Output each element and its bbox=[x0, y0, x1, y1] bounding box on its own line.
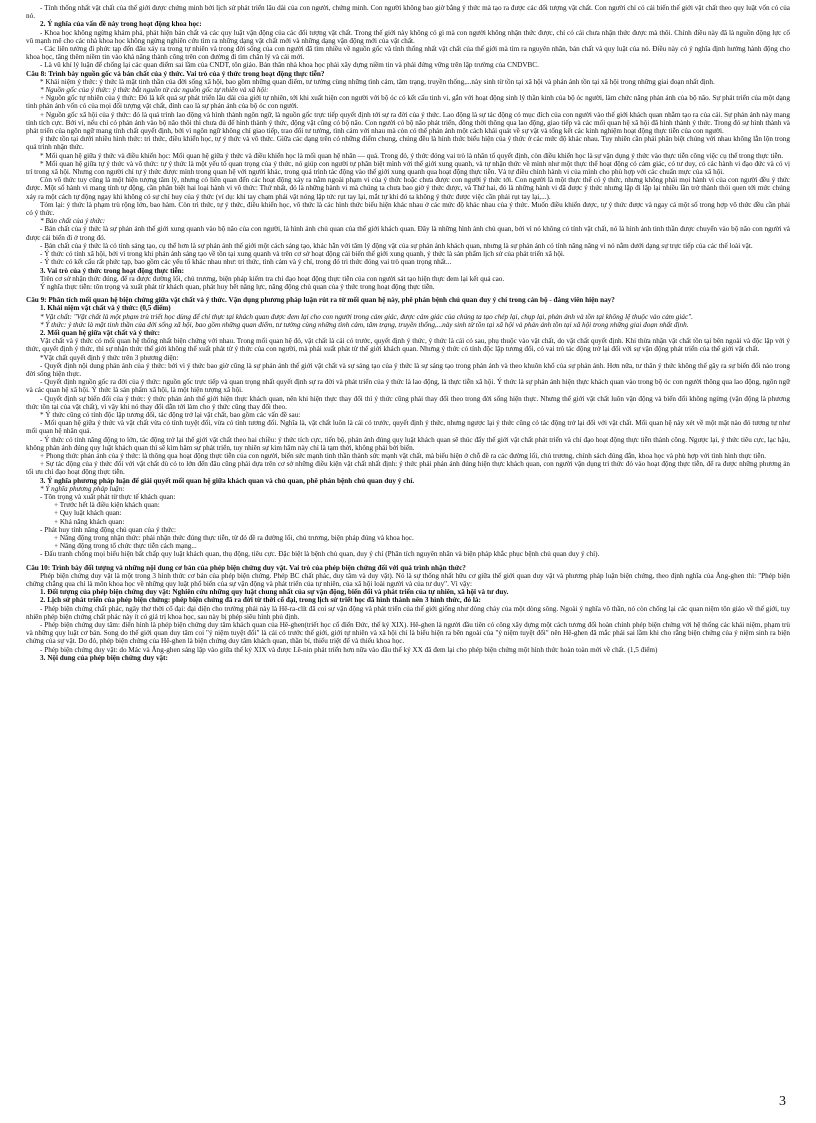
paragraph: + Trước hết là điều kiện khách quan: bbox=[54, 501, 160, 510]
paragraph: 2. Lịch sử phát triển của phép biện chứng: phép biện chứng đã ra đời từ thời cổ đại, trong lịch sử triết học đã hình thành nên 3 hình thức, đó là: bbox=[40, 596, 481, 605]
paragraph: 3. Vai trò của ý thức trong hoạt động thực tiễn: bbox=[40, 266, 185, 275]
paragraph: ý thức tồn tại dưới nhiều hình thức: tri thức, điều khiển học, tự ý thức và vô thức. Giữa các dạng trên có những điểm chung, chúng đều là hình thức biểu hiện của ý thức ở các mức độ khác nhau. Tuy nhiên cần phải phân biệt chúng với nhau không lẫn lộn trong quá trình nhận thức. bbox=[26, 135, 790, 152]
paragraph: + Quy luật khách quan: bbox=[54, 509, 122, 518]
paragraph: Phép biện chứng duy vật là một trong 3 hình thức cơ bản của phép biện chứng. Phép BC chất phác, duy tâm và duy vật). Nó là sự thống nhất hữu cơ giữa thế giới quan duy vật và phương pháp luận biện chứng, theo định nghĩa của Ăng-ghen thì: "Phép biện chứng chẳng qua chỉ là môn khoa học về những quy luật phổ biến của sự vận động và phát triển của tự nhiên, của xã hội loài người và của tư duy". Vì vậy: bbox=[26, 571, 790, 589]
paragraph: - Ý thức có tính xã hội, bởi vì trong khi phản ánh sáng tạo về tồn tại xung quanh và trên cơ sở hoạt động cải biến thế giới xung quanh, ý thức là sản phẩm lịch sử của phát triển xã hội. bbox=[40, 250, 565, 259]
paragraph: - Là vũ khí lý luận để chống lại các quan điểm sai lầm của CNDT, tôn giáo. Bản thân nhà khoa học phải xây dựng niềm tin và phải đứng vững trên lập trường của CNDVBC. bbox=[40, 61, 539, 70]
paragraph: * Ý thức cũng có tính độc lập tương đối, tác động trở lại vật chất, bao gồm các vấn đề sau: bbox=[40, 410, 301, 419]
paragraph: - Ý thức có tính năng động to lớn, tác động trở lại thế giới vật chất theo hai chiều: ý thức tích cực, tiến bộ, phản ánh đúng quy luật khách quan sẽ thúc đẩy thế giới vật chất phát triển và chỉ đạo hoạt động thực tiễn thành công. Ngược lại, ý thức tiêu cực, lạc hậu, không phản ánh đúng quy luật khách quan thì sẽ kìm hãm sự phát triển, tuy nhiên sự kìm hãm này chỉ là tạm thời, không phải bởi biến. bbox=[26, 435, 790, 452]
paragraph: - Đấu tranh chống mọi biểu hiện bất chấp quy luật khách quan, thụ động, tiêu cực. Đặc biệt là bệnh chủ quan, duy ý chí (Phân tích nguyên nhân và biện pháp khắc phục bệnh chủ quan duy ý chí). bbox=[40, 550, 600, 559]
paragraph: * Nguồn gốc của ý thức: ý thức bắt nguồn từ các nguồn gốc tự nhiên và xã hội: bbox=[40, 86, 269, 95]
paragraph: 1. Khái niệm vật chất và ý thức: (0,5 điểm) bbox=[40, 304, 171, 313]
paragraph: Vật chất và ý thức có mối quan hệ thống nhất biện chứng với nhau. Trong mối quan hệ đó, vật chất là cái có trước, quyết định ý thức, ý thức là cái có sau, phụ thuộc vào vật chất, do vật chất quyết định. Khi thừa nhận vật chất tồn tại bên ngoài và độc lập với ý thức, quyết định ý thức, thì sự nhận thức thế giới không thể xuất phát từ ý thức của con người, mà phải xuất phát từ thế giới khách quan. Nhưng ý thức có tính độc lập tương đối, có vai trò tác động trở lại đối với sự vận động phát triển của thế giới vật chất. bbox=[26, 337, 790, 354]
paragraph: - Các liên tưởng đi phức tạp đến đâu xảy ra trong tự nhiên và trong đời sống của con người đã tìm nhiều về nguồn gốc và tính thống nhất vật chất của thế giới mà tìm ra nguyên nhân, bản chất và quy luật của nó. Điều này có ý nghĩa định hướng hành động cho khoa học, tăng thêm niềm tin vào khả năng thành công trên con đường đi tìm chân lý và cải mới. bbox=[26, 45, 790, 62]
paragraph: - Quyết định sự biến đổi của ý thức: ý thức phản ánh thế giới hiện thực khách quan, nên khi hiện thực thay đổi thì ý thức cũng phải thay đổi theo trong đời sống hiện thực. Nhưng thế giới vật chất luôn vận động và biến đổi không ngừng (vận động là phương thức tồn tại của vật chất), vì vậy khi nó thay đổi dẫn tới làm cho ý thức cũng thay đổi theo. bbox=[26, 394, 790, 411]
question-heading: Câu 9: Phân tích mối quan hệ biện chứng giữa vật chất và ý thức. Vận dụng phương pháp luận rút ra từ mối quan hệ này, phê phán bệnh chủ quan duy ý chí trong cán bộ - đảng viên hiện nay? bbox=[26, 296, 615, 305]
paragraph: - Phép biện chứng duy tâm: điển hình là phép biện chứng duy tâm khách quan của Hê-ghen(triết học cổ điển Đức, thế kỷ XIX). Hê-ghen là người đầu tiên có công xây dựng một cách tương đối hoàn chỉnh phép biện chứng với hệ thống các khái niệm, phạm trù và những quy luật cơ bản. Song do thế giới quan duy tâm coi "ý niệm tuyệt đối" là cái có trước thế giới, giới tự nhiên và xã hội chỉ là biểu hiện ra bên ngoài của "ý niệm tuyệt đối" nên Hê-ghen đã mắc phải sai lầm khi cho rằng biện chứng của ý niệm sinh ra biện chứng của sự vật. Do đó, phép biện chứng của Hê-ghen là biện chứng duy tâm khách quan, thần bí, thiếu triệt để và thiếu khoa học. bbox=[26, 621, 790, 646]
paragraph: + Nâng động trong nhận thức: phải nhận thức đúng thực tiễn, từ đó đề ra đường lối, chủ trương, biện pháp đúng và khoa học. bbox=[54, 534, 414, 542]
document-body bbox=[26, 4, 790, 662]
paragraph: Trên cơ sở nhận thức đúng, để ra được đường lối, chủ trương, biện pháp kiểm tra chỉ đạo hoạt động thực tiễn của con người sát tạo hiện thực đem lại kết quả cao. bbox=[40, 274, 505, 283]
paragraph: + Phong thức phản ánh của ý thức: là thông qua hoạt động thực tiễn của con người, biến sức mạnh tinh thần thành sức mạnh vật chất, mà biểu hiện ở chỗ đề ra các đường lối, chủ trương, chính sách đúng đắn, khoa học và phù hợp với tình hình thực tiễn. bbox=[40, 451, 766, 460]
paragraph: - Phép biện chứng chất phác, ngây thơ thời cổ đại: đại diện cho trường phái này là Hê-ra-clít đã coi sự vận động và phát triển của thế giới giống như dòng chảy của một dòng sông. Ngoài ý nghĩa vô thần, nó còn chống lại các quan niệm tôn giáo về thế giới, tuy nhiên phép biện chứng chất phác này ít có giá trị khoa học, sau này bị phép siêu hình phủ định. bbox=[26, 604, 790, 621]
page-number: 3 bbox=[779, 1094, 786, 1109]
paragraph: * Ý thức: ý thức là mặt tinh thần của đời sống xã hội, bao gồm những quan điểm, tư tưởng cùng những tình cảm, tâm trạng, truyền thống,...này sinh từ tồn tại xã hội và phản ánh tồn tại xã hội trong những giai đoạn nhất định. bbox=[40, 320, 689, 329]
paragraph: * Mối quan hệ giữa ý thức và điều khiển học: Mối quan hệ giữa ý thức và điều khiển học là mối quan hệ nhân — quả. Trong đó, ý thức đóng vai trò là nhân tố quyết định, còn điều khiển học là sự vận dụng ý thức vào thực tiễn công việc cụ thể trong thực tiễn. bbox=[40, 151, 784, 160]
paragraph: - Khoa học không ngừng khám phá, phát hiện bản chất và các quy luật vận động của các đối tượng vật chất. Trong thế giới này không có gì mà con người không nhận thức được, chỉ có cái chưa nhận thức được mà thôi. Chính điều này đã là nguồn động lực cổ vũ mạnh mẽ cho các nhà khoa học không ngừng nghiên cứu tìm ra những dạng vật chất mới và những dạng vận động mới của vật chất. bbox=[26, 28, 790, 45]
paragraph: + Nguồn gốc tự nhiên của ý thức: Đó là kết quả sự phát triển lâu dài của giới tự nhiên, tới khi xuất hiện con người với bộ óc có kết cấu tinh vi, gắn với hoạt động sinh lý thần kinh của bộ óc người, làm chức năng phản ánh của bộ não. Sự phát triển của một dạng tinh phản ánh vốn có của mọi đối tượng vật chất, đỉnh cao là sự phản ánh của bộ óc con người. bbox=[26, 94, 790, 111]
question-heading: Câu 10: Trình bày đối tượng và những nội dung cơ bản của phép biện chứng duy vật. Vai trò của phép biện chứng đối với quá trình nhận thức? bbox=[26, 563, 466, 572]
paragraph: 3. Nội dung của phép biện chứng duy vật: bbox=[40, 653, 168, 662]
paragraph: - Bản chất của ý thức là có tính sáng tạo, cụ thể hơn là sự phản ánh thế giới một cách sáng tạo, khác hẳn với tâm lý động vật của sự phản ánh khách quan, nhưng là sự phản ánh có tính năng năng vì nó nằm dưới dạng sự trực tiếp của các thế loài vật. bbox=[40, 241, 753, 250]
paragraph: *Vật chất quyết định ý thức trên 3 phương diện: bbox=[40, 353, 179, 362]
paragraph: Ý nghĩa thực tiễn: tôn trọng và xuất phát từ khách quan, phát huy hết năng lực, năng động chủ quan của ý thức trong hoạt động thực tiễn. bbox=[40, 282, 435, 291]
paragraph: 2. Mối quan hệ giữa vật chất và ý thức: bbox=[40, 328, 161, 337]
paragraph: * Vật chất: "Vật chất là một phạm trù triết học dùng để chỉ thực tại khách quan được đem lại cho con người trong cảm giác, được cảm giác của chúng ta tạo chép lại, chụp lại, phản ánh và tồn tại không lệ thuộc vào cảm giác". bbox=[40, 312, 693, 321]
paragraph: - Mối quan hệ giữa ý thức và vật chất vừa có tính tuyệt đối, vừa có tính tương đối. Nghĩa là, vật chất luôn là cái có trước, quyết định ý thức, nhưng ngược lại ý thức cũng có tác động trở lại đối với vật chất. Mối quan hệ này xét về một mặt nào đó tương tự như mối quan hệ nhân quả. bbox=[26, 419, 790, 436]
paragraph: Còn vô thức tuy cũng là một hiện tượng tâm lý, nhưng có liên quan đến các hoạt động xảy ra nằm ngoài phạm vi của ý thức hoặc chưa được con người ý thức tới. Con người là một thực thể có ý thức, nhưng không phải mọi hành vi của con người đều ý thức được. Một số hành vi mang tính tự động, cần phân biệt hai loại hành vi vô thức: Thứ nhất, đó là những hành vi mà chúng ta chưa bao giờ ý thức được, và Thứ hai, đó là những hành vi đã được ý thức nhưng lặp đi lặp lại nhiều lần trở thành thói quen tới mức chúng xảy ra một cách tự động ngay khi không có sự chỉ huy của ý thức (ví dụ: khi tay chạm phải vật nóng lập tức rụt tay lại, mắt tự khi đó ta không ý thức được việc cần phải rụt tay lại,...). bbox=[26, 176, 790, 201]
paragraph: - Phát huy tính năng động chủ quan của ý thức: bbox=[40, 525, 177, 534]
paragraph: - Tôn trọng và xuất phát từ thực tế khách quan: bbox=[40, 492, 176, 501]
paragraph: 1. Đối tượng của phép biện chứng duy vật: Nghiên cứu những quy luật chung nhất của sự vận động, biến đổi và phát triển của tự nhiên, xã hội và tư duy. bbox=[40, 588, 509, 597]
paragraph: * Khái niệm ý thức: ý thức là mặt tinh thần của đời sống xã hội, bao gồm những quan điểm, tư tưởng cùng những tình cảm, tâm trạng, truyền thống,...này sinh từ tồn tại xã hội và phản ánh tồn tại xã hội trong những giai đoạn nhất định. bbox=[40, 77, 715, 86]
paragraph: 3. Ý nghĩa phương pháp luận để giải quyết mối quan hệ giữa khách quan và chủ quan, phê phán bệnh chủ quan duy ý chí. bbox=[40, 476, 415, 485]
paragraph: + Khả năng khách quan: bbox=[54, 517, 125, 526]
paragraph: - Bản chất của ý thức là sự phản ánh thế giới xung quanh vào bộ não của con người, là hình ảnh chủ quan của thế giới khách quan. Đây là những hình ảnh chủ quan, bởi vì nó không có tính vật chất, nó là hình ảnh tinh thần được chuyển vào bộ não con người và được cải biến đi ở trong đó. bbox=[26, 225, 790, 242]
paragraph: * Mối quan hệ giữa tự ý thức và vô thức: tự ý thức là một yếu tố quan trọng của ý thức, nó giúp con người tự phân biệt mình với thế giới xung quanh, và tự nhận thức về mình như một thực thể hoạt động có cảm giác, có tư duy, có các hành vi đạo đức và có vị trí trong xã hội. Nhưng con người chỉ tự ý thức được mình trong quan hệ với người khác, trong quá trình tác động vào thế giới xung quanh qua hoạt động thực tiễn. Và tự điều chỉnh hành vi của mình cho phù hợp với các chuẩn mực của xã hội. bbox=[26, 159, 790, 177]
question-heading: Câu 8: Trình bày nguồn gốc và bản chất của ý thức. Vai trò của ý thức trong hoạt động thực tiễn? bbox=[26, 69, 325, 78]
paragraph: * Ý nghĩa phương pháp luận: bbox=[40, 484, 125, 493]
paragraph: Tóm lại: ý thức là phạm trù rộng lớn, bao hàm. Còn tri thức, tự ý thức, điều khiển học, vô thức là các hình thức biểu hiện khác nhau ở các mức độ khác nhau của ý thức. Muốn điều khiển được, tự ý thức được và ngay cả một số trong hợp vô thức đều cần phải có ý thức. bbox=[26, 200, 790, 218]
paragraph: - Phép biện chứng duy vật: do Mác và Ăng-ghen sáng lập vào giữa thế kỷ XIX và được Lê-nin phát triển hơn nữa vào đầu thế kỷ XX đã đem lại cho phép biện chứng một hình thức hoàn toàn mới về chất. (1,5 điểm) bbox=[40, 645, 658, 654]
paragraph: * Bản chất của ý thức: bbox=[40, 217, 106, 226]
paragraph: - Ý thức có kết cấu rất phức tạp, bao gồm các yếu tố khác nhau như: tri thức, tình cảm và ý chí, trong đó tri thức đóng vai trò quan trọng nhất... bbox=[40, 258, 452, 267]
paragraph: + Nguồn gốc xã hội của ý thức: đó là quá trình lao động và hình thành ngôn ngữ, là nguồn gốc trực tiếp quyết định tới sự ra đời của ý thức. Lao động là sự tác động có mục đích của con người vào thế giới khách quan nhằm tạo ra của cải. Sự phản ánh này mang tính tích cực. Bởi vì, nếu chỉ có phản ánh vào bộ não thôi thì chưa đủ để hình thành ý thức, động vật cũng có bộ não. Con người có bộ não phát triển, đồng thời thông qua lao động, giao tiếp và các mối quan hệ xã hội đã hình thành ý thức. Trong đó sự hình thành và phát triển của ngôn ngữ mang tính chất quyết định, bởi vì ngôn ngữ không chỉ giao tiếp, trao đổi tư tưởng, tình cảm với nhau mà còn có thể phản ánh một cách khái quát về sự vật và tổng kết các kinh nghiệm hoạt động thực tiễn của con người. bbox=[26, 110, 790, 136]
paragraph: + Sự tác động của ý thức đối với vật chất dù có to lớn đến đâu cũng phải dựa trên cơ sở những điều kiện vật chất nhất định: ý thức phải phản ánh đúng hiện thực khách quan, con người vận dụng tri thức đó vào hoạt động thực tiễn, để ra được những phương án tối ưu chỉ đạo hoạt động thực tiễn. bbox=[26, 460, 790, 477]
paragraph: 2. Ý nghĩa của vấn đề này trong hoạt động khoa học: bbox=[40, 20, 202, 29]
paragraph: - Quyết định nguồn gốc ra đời của ý thức: nguồn gốc trực tiếp và quan trọng nhất quyết định sự ra đời và phát triển của ý thức là lao động, là thực tiễn xã hội. Ý thức là sự phản ánh hiện thực khách quan vào trong bộ óc con người thông qua lao động, ngôn ngữ và các quan hệ xã hội. Ý thức là sản phẩm xã hội, là một hiện tượng xã hội. bbox=[26, 378, 790, 395]
paragraph: - Quyết định nội dung phản ánh của ý thức: bởi vì ý thức bao giờ cũng là sự phản ánh thế giới vật chất và sự sáng tạo của ý thức là sự sáng tạo trong phản ánh và theo khuôn khổ của sự phản ánh. Hơn nữa, tư thân ý thức không thể gây ra sự biến đổi nào trong đời sống hiện thực. bbox=[26, 361, 790, 378]
paragraph: + Năng động trong tổ chức thực tiễn cách mạng... bbox=[54, 542, 197, 551]
paragraph: - Tính thống nhất vật chất của thế giới được chứng minh bởi lịch sử phát triển lâu dài của con người, chứng minh. Con người không bao giờ bằng ý thức mà tạo ra được các đối tượng vật chất. Con người chỉ có cải biến thế giới vật chất theo quy luật vốn có của nó. bbox=[26, 4, 790, 21]
